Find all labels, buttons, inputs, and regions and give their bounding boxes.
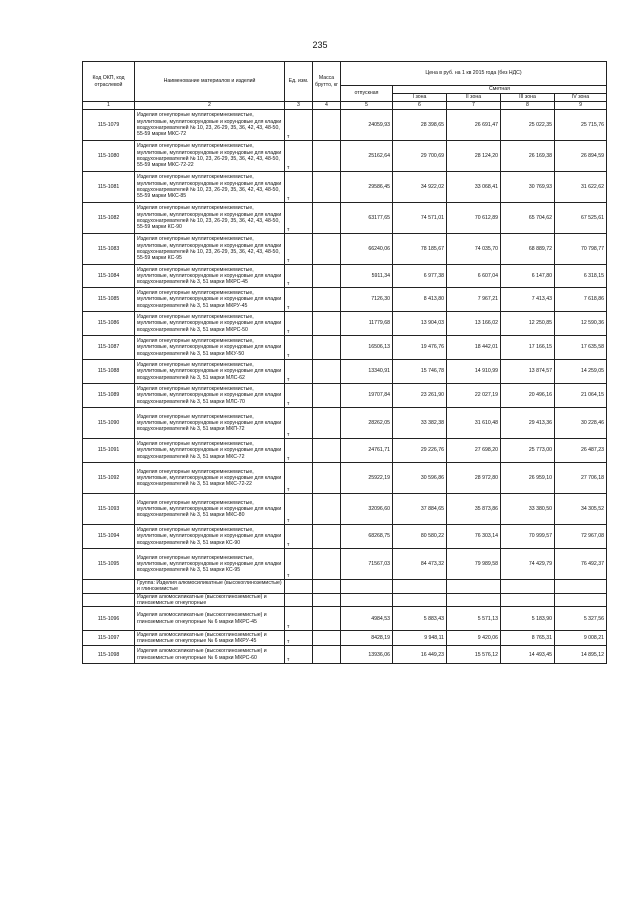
zone-1-price-cell: 78 185,67 [393,234,447,265]
zone-3-price-cell: 33 380,50 [501,494,555,525]
zone-2-price-cell: 26 691,47 [447,110,501,141]
table-row [83,494,607,525]
table-row [83,141,607,172]
zone-4-price-cell: 17 635,58 [555,336,607,360]
name-cell: Изделия огнеупорные муллитокремнеземистые, муллитовые, муллитокорундовые и корундовые для кладки воздухонагревателей № 3, 51 марки МКРС-50 [135,312,285,336]
code-cell: 115-1095 [83,549,135,580]
zone-3-price-cell: 26 959,10 [501,463,555,494]
header-name: Наименование материалов и изделий [135,62,285,102]
mass-cell [313,525,341,549]
unit-cell: т [285,110,313,141]
zone-4-price-cell: 26 894,59 [555,141,607,172]
zone-4-price-cell: 25 715,76 [555,110,607,141]
zone-2-price-cell: 15 576,12 [447,646,501,664]
code-cell: 115-1084 [83,265,135,288]
zone-3-price-cell: 70 999,57 [501,525,555,549]
unit-cell: т [285,336,313,360]
code-cell: 115-1080 [83,141,135,172]
zone-1-price-cell: 13 904,03 [393,312,447,336]
column-number: 8 [501,102,555,110]
unit-cell: т [285,234,313,265]
mass-cell [313,110,341,141]
unit-cell: т [285,607,313,631]
zone-2-price-cell: 70 612,89 [447,203,501,234]
name-cell: Изделия огнеупорные муллитокремнеземистые, муллитовые, муллитокорундовые и корундовые для кладки воздухонагревателей № 3, 51 марки КС-90 [135,525,285,549]
zone-1-price-cell: 6 977,38 [393,265,447,288]
empty-cell [393,593,447,607]
table-body [83,110,607,664]
unit-cell: т [285,384,313,408]
table-row [83,234,607,265]
code-cell: 115-1091 [83,439,135,463]
zone-4-price-cell: 9 008,21 [555,631,607,646]
empty-cell [285,580,313,594]
zone-1-price-cell: 34 922,02 [393,172,447,203]
name-cell: Изделия огнеупорные муллитокремнеземистые, муллитовые, муллитокорундовые и корундовые для кладки воздухонагревателей № 3, 51 марки МКС-72-22 [135,463,285,494]
empty-cell [555,580,607,594]
mass-cell [313,646,341,664]
release-price-cell: 24761,71 [341,439,393,463]
zone-2-price-cell: 27 698,20 [447,439,501,463]
zone-3-price-cell: 7 413,43 [501,288,555,312]
zone-2-price-cell: 5 571,13 [447,607,501,631]
zone-2-price-cell: 7 967,21 [447,288,501,312]
release-price-cell: 19707,84 [341,384,393,408]
name-cell: Изделия огнеупорные муллитокремнеземистые, муллитовые, муллитокорундовые и корундовые для кладки воздухонагревателей № 3, 51 марки МЛС-70 [135,384,285,408]
zone-3-price-cell: 14 493,45 [501,646,555,664]
table-header [83,62,607,110]
column-numbers-row [83,102,607,110]
column-number: 5 [341,102,393,110]
code-cell: 115-1081 [83,172,135,203]
zone-1-price-cell: 37 884,65 [393,494,447,525]
mass-cell [313,408,341,439]
header-zone-1: I зона [393,94,447,102]
empty-cell [313,580,341,594]
mass-cell [313,265,341,288]
table-row [83,439,607,463]
zone-1-price-cell: 29 700,69 [393,141,447,172]
empty-cell [341,580,393,594]
zone-4-price-cell: 76 492,37 [555,549,607,580]
table-row [83,203,607,234]
mass-cell [313,234,341,265]
release-price-cell: 11779,68 [341,312,393,336]
release-price-cell: 13936,06 [341,646,393,664]
zone-2-price-cell: 13 166,02 [447,312,501,336]
release-price-cell: 63177,65 [341,203,393,234]
column-number: 4 [313,102,341,110]
mass-cell [313,439,341,463]
code-cell: 115-1097 [83,631,135,646]
name-cell: Изделия огнеупорные муллитокремнеземистые, муллитовые, муллитокорундовые и корундовые для кладки воздухонагревателей № 3, 51 марки МКУ-50 [135,336,285,360]
name-cell: Изделия огнеупорные муллитокремнеземистые, муллитовые, муллитокорундовые и корундовые для кладки воздухонагревателей № 3, 51 марки МКС-72 [135,439,285,463]
table-row [83,288,607,312]
code-cell: 115-1093 [83,494,135,525]
zone-3-price-cell: 17 166,15 [501,336,555,360]
column-number: 1 [83,102,135,110]
zone-1-price-cell: 74 571,01 [393,203,447,234]
zone-4-price-cell: 26 487,23 [555,439,607,463]
name-cell: Изделия алюмосиликатные (высокоглиноземистые) и глиноземистые огнеупорные № 6 марки МКРС-60 [135,646,285,664]
zone-1-price-cell: 9 948,11 [393,631,447,646]
name-cell: Изделия огнеупорные муллитокремнеземистые, муллитовые, муллитокорундовые и корундовые для кладки воздухонагревателей № 3, 51 марки МКС-80 [135,494,285,525]
column-number: 2 [135,102,285,110]
header-price: Цена в руб. на 1 кв 2015 года (без НДС) [341,62,607,86]
release-price-cell: 71567,03 [341,549,393,580]
mass-cell [313,631,341,646]
name-cell: Изделия алюмосиликатные (высокоглиноземистые) и глиноземистые огнеупорные № 6 марки МКРУ-45 [135,631,285,646]
table-row [83,549,607,580]
header-zone-2: II зона [447,94,501,102]
name-cell: Изделия огнеупорные муллитокремнеземистые, муллитовые, муллитокорундовые и корундовые для кладки воздухонагревателей № 10, 23, 26-29, 35, 36, 42, 43, 48-50, 55-59 марки КС-90 [135,203,285,234]
table-row [83,110,607,141]
group-row [83,580,607,594]
column-number: 6 [393,102,447,110]
name-cell: Изделия огнеупорные муллитокремнеземистые, муллитовые, муллитокорундовые и корундовые для кладки воздухонагревателей № 3, 51 марки МЛС-62 [135,360,285,384]
mass-cell [313,141,341,172]
zone-4-price-cell: 27 706,18 [555,463,607,494]
zone-3-price-cell: 20 496,16 [501,384,555,408]
code-cell [83,593,135,607]
mass-cell [313,172,341,203]
code-cell: 115-1082 [83,203,135,234]
code-cell: 115-1083 [83,234,135,265]
mass-cell [313,336,341,360]
release-price-cell: 32096,60 [341,494,393,525]
code-cell: 115-1079 [83,110,135,141]
release-price-cell: 5911,34 [341,265,393,288]
group-title: Группа: Изделия алюмосиликатные (высокоглиноземистые) и глиноземистые [135,580,285,594]
zone-2-price-cell: 74 035,70 [447,234,501,265]
header-estimate: Сметная [393,86,607,94]
subgroup-title: Изделия алюмосиликатные (высокоглиноземистые) и глиноземистые огнеупорные [135,593,285,607]
empty-cell [285,593,313,607]
zone-4-price-cell: 5 327,56 [555,607,607,631]
release-price-cell: 25162,64 [341,141,393,172]
release-price-cell: 66240,06 [341,234,393,265]
mass-cell [313,463,341,494]
unit-cell: т [285,265,313,288]
column-number: 9 [555,102,607,110]
code-cell: 115-1085 [83,288,135,312]
zone-2-price-cell: 14 910,99 [447,360,501,384]
zone-2-price-cell: 76 303,14 [447,525,501,549]
mass-cell [313,312,341,336]
release-price-cell: 7126,30 [341,288,393,312]
table-row [83,525,607,549]
name-cell: Изделия огнеупорные муллитокремнеземистые, муллитовые, муллитокорундовые и корундовые для кладки воздухонагревателей № 3, 51 марки МКРУ-45 [135,288,285,312]
zone-3-price-cell: 30 769,93 [501,172,555,203]
zone-4-price-cell: 7 618,86 [555,288,607,312]
zone-4-price-cell: 6 318,15 [555,265,607,288]
name-cell: Изделия алюмосиликатные (высокоглиноземистые) и глиноземистые огнеупорные № 6 марки МКРС-45 [135,607,285,631]
code-cell: 115-1098 [83,646,135,664]
release-price-cell: 24059,93 [341,110,393,141]
column-number: 3 [285,102,313,110]
zone-3-price-cell: 6 147,80 [501,265,555,288]
mass-cell [313,384,341,408]
empty-cell [501,593,555,607]
release-price-cell: 68268,75 [341,525,393,549]
table-row [83,646,607,664]
name-cell: Изделия огнеупорные муллитокремнеземистые, муллитовые, муллитокорундовые и корундовые для кладки воздухонагревателей № 10, 23, 26-29, 35, 36, 42, 43, 48-50, 55-59 марки МКС-72-22 [135,141,285,172]
unit-cell: т [285,360,313,384]
zone-4-price-cell: 30 228,46 [555,408,607,439]
release-price-cell: 13340,91 [341,360,393,384]
zone-3-price-cell: 8 765,31 [501,631,555,646]
zone-2-price-cell: 6 607,04 [447,265,501,288]
mass-cell [313,288,341,312]
zone-1-price-cell: 84 473,32 [393,549,447,580]
code-cell: 115-1092 [83,463,135,494]
code-cell: 115-1090 [83,408,135,439]
zone-1-price-cell: 30 596,86 [393,463,447,494]
table-row [83,463,607,494]
table-row [83,265,607,288]
table-row [83,172,607,203]
zone-4-price-cell: 14 259,05 [555,360,607,384]
mass-cell [313,360,341,384]
zone-2-price-cell: 9 420,06 [447,631,501,646]
unit-cell: т [285,439,313,463]
zone-3-price-cell: 25 022,35 [501,110,555,141]
unit-cell: т [285,525,313,549]
zone-3-price-cell: 13 874,57 [501,360,555,384]
release-price-cell: 29586,45 [341,172,393,203]
header-release: отпускная [341,86,393,102]
code-cell [83,580,135,594]
table-row [83,360,607,384]
mass-cell [313,549,341,580]
zone-4-price-cell: 34 305,52 [555,494,607,525]
zone-4-price-cell: 67 525,61 [555,203,607,234]
code-cell: 115-1094 [83,525,135,549]
zone-2-price-cell: 18 442,01 [447,336,501,360]
empty-cell [447,580,501,594]
unit-cell: т [285,203,313,234]
code-cell: 115-1087 [83,336,135,360]
unit-cell: т [285,631,313,646]
unit-cell: т [285,141,313,172]
zone-3-price-cell: 5 183,90 [501,607,555,631]
zone-3-price-cell: 65 704,62 [501,203,555,234]
zone-1-price-cell: 80 580,22 [393,525,447,549]
unit-cell: т [285,646,313,664]
zone-4-price-cell: 14 895,12 [555,646,607,664]
zone-2-price-cell: 79 989,58 [447,549,501,580]
zone-3-price-cell: 74 429,79 [501,549,555,580]
release-price-cell: 28262,05 [341,408,393,439]
unit-cell: т [285,312,313,336]
header-unit: Ед. изм. [285,62,313,102]
table-row [83,607,607,631]
unit-cell: т [285,494,313,525]
header-zone-3: III зона [501,94,555,102]
zone-1-price-cell: 29 226,76 [393,439,447,463]
unit-cell: т [285,408,313,439]
zone-3-price-cell: 26 169,38 [501,141,555,172]
zone-4-price-cell: 21 064,15 [555,384,607,408]
table-row [83,408,607,439]
zone-1-price-cell: 33 382,38 [393,408,447,439]
zone-3-price-cell: 29 413,36 [501,408,555,439]
empty-cell [393,580,447,594]
name-cell: Изделия огнеупорные муллитокремнеземистые, муллитовые, муллитокорундовые и корундовые для кладки воздухонагревателей № 3, 51 марки МКРС-45 [135,265,285,288]
name-cell: Изделия огнеупорные муллитокремнеземистые, муллитовые, муллитокорундовые и корундовые для кладки воздухонагревателей № 10, 23, 26-29, 35, 36, 42, 43, 48-50, 55-59 марки КС-95 [135,234,285,265]
zone-3-price-cell: 68 889,72 [501,234,555,265]
name-cell: Изделия огнеупорные муллитокремнеземистые, муллитовые, муллитокорундовые и корундовые для кладки воздухонагревателей № 10, 23, 26-29, 35, 36, 42, 43, 48-50, 55-59 марки МКС-85 [135,172,285,203]
empty-cell [313,593,341,607]
unit-cell: т [285,549,313,580]
empty-cell [447,593,501,607]
name-cell: Изделия огнеупорные муллитокремнеземистые, муллитовые, муллитокорундовые и корундовые для кладки воздухонагревателей № 10, 23, 26-29, 35, 36, 42, 43, 48-50, 55-59 марки МКС-72 [135,110,285,141]
mass-cell [313,494,341,525]
release-price-cell: 25922,19 [341,463,393,494]
zone-2-price-cell: 33 068,41 [447,172,501,203]
release-price-cell: 16506,13 [341,336,393,360]
header-mass: Масса брутто, кг [313,62,341,102]
unit-cell: т [285,172,313,203]
empty-cell [501,580,555,594]
table-row [83,312,607,336]
table-row [83,384,607,408]
zone-4-price-cell: 31 622,62 [555,172,607,203]
price-table [82,61,607,664]
zone-1-price-cell: 19 476,76 [393,336,447,360]
unit-cell: т [285,463,313,494]
zone-1-price-cell: 23 261,90 [393,384,447,408]
zone-1-price-cell: 8 413,80 [393,288,447,312]
zone-1-price-cell: 28 398,65 [393,110,447,141]
table-row [83,336,607,360]
zone-2-price-cell: 28 124,20 [447,141,501,172]
header-code: Код ОКП, код отраслевой [83,62,135,102]
zone-2-price-cell: 31 610,48 [447,408,501,439]
zone-2-price-cell: 22 027,19 [447,384,501,408]
name-cell: Изделия огнеупорные муллитокремнеземистые, муллитовые, муллитокорундовые и корундовые для кладки воздухонагревателей № 3, 51 марки КС-95 [135,549,285,580]
zone-4-price-cell: 70 798,77 [555,234,607,265]
zone-1-price-cell: 5 883,43 [393,607,447,631]
empty-cell [555,593,607,607]
mass-cell [313,607,341,631]
zone-3-price-cell: 25 773,00 [501,439,555,463]
zone-3-price-cell: 12 250,85 [501,312,555,336]
zone-1-price-cell: 15 746,78 [393,360,447,384]
page-number: 235 [312,40,328,50]
unit-cell: т [285,288,313,312]
code-cell: 115-1089 [83,384,135,408]
empty-cell [341,593,393,607]
code-cell: 115-1096 [83,607,135,631]
zone-4-price-cell: 72 967,08 [555,525,607,549]
column-number: 7 [447,102,501,110]
zone-1-price-cell: 16 449,23 [393,646,447,664]
name-cell: Изделия огнеупорные муллитокремнеземистые, муллитовые, муллитокорундовые и корундовые для кладки воздухонагревателей № 3, 51 марки МКП-72 [135,408,285,439]
zone-4-price-cell: 12 590,36 [555,312,607,336]
release-price-cell: 8428,19 [341,631,393,646]
subgroup-row [83,593,607,607]
header-zone-4: IV зона [555,94,607,102]
zone-2-price-cell: 28 972,80 [447,463,501,494]
release-price-cell: 4984,53 [341,607,393,631]
code-cell: 115-1086 [83,312,135,336]
table-row [83,631,607,646]
zone-2-price-cell: 35 873,86 [447,494,501,525]
code-cell: 115-1088 [83,360,135,384]
mass-cell [313,203,341,234]
